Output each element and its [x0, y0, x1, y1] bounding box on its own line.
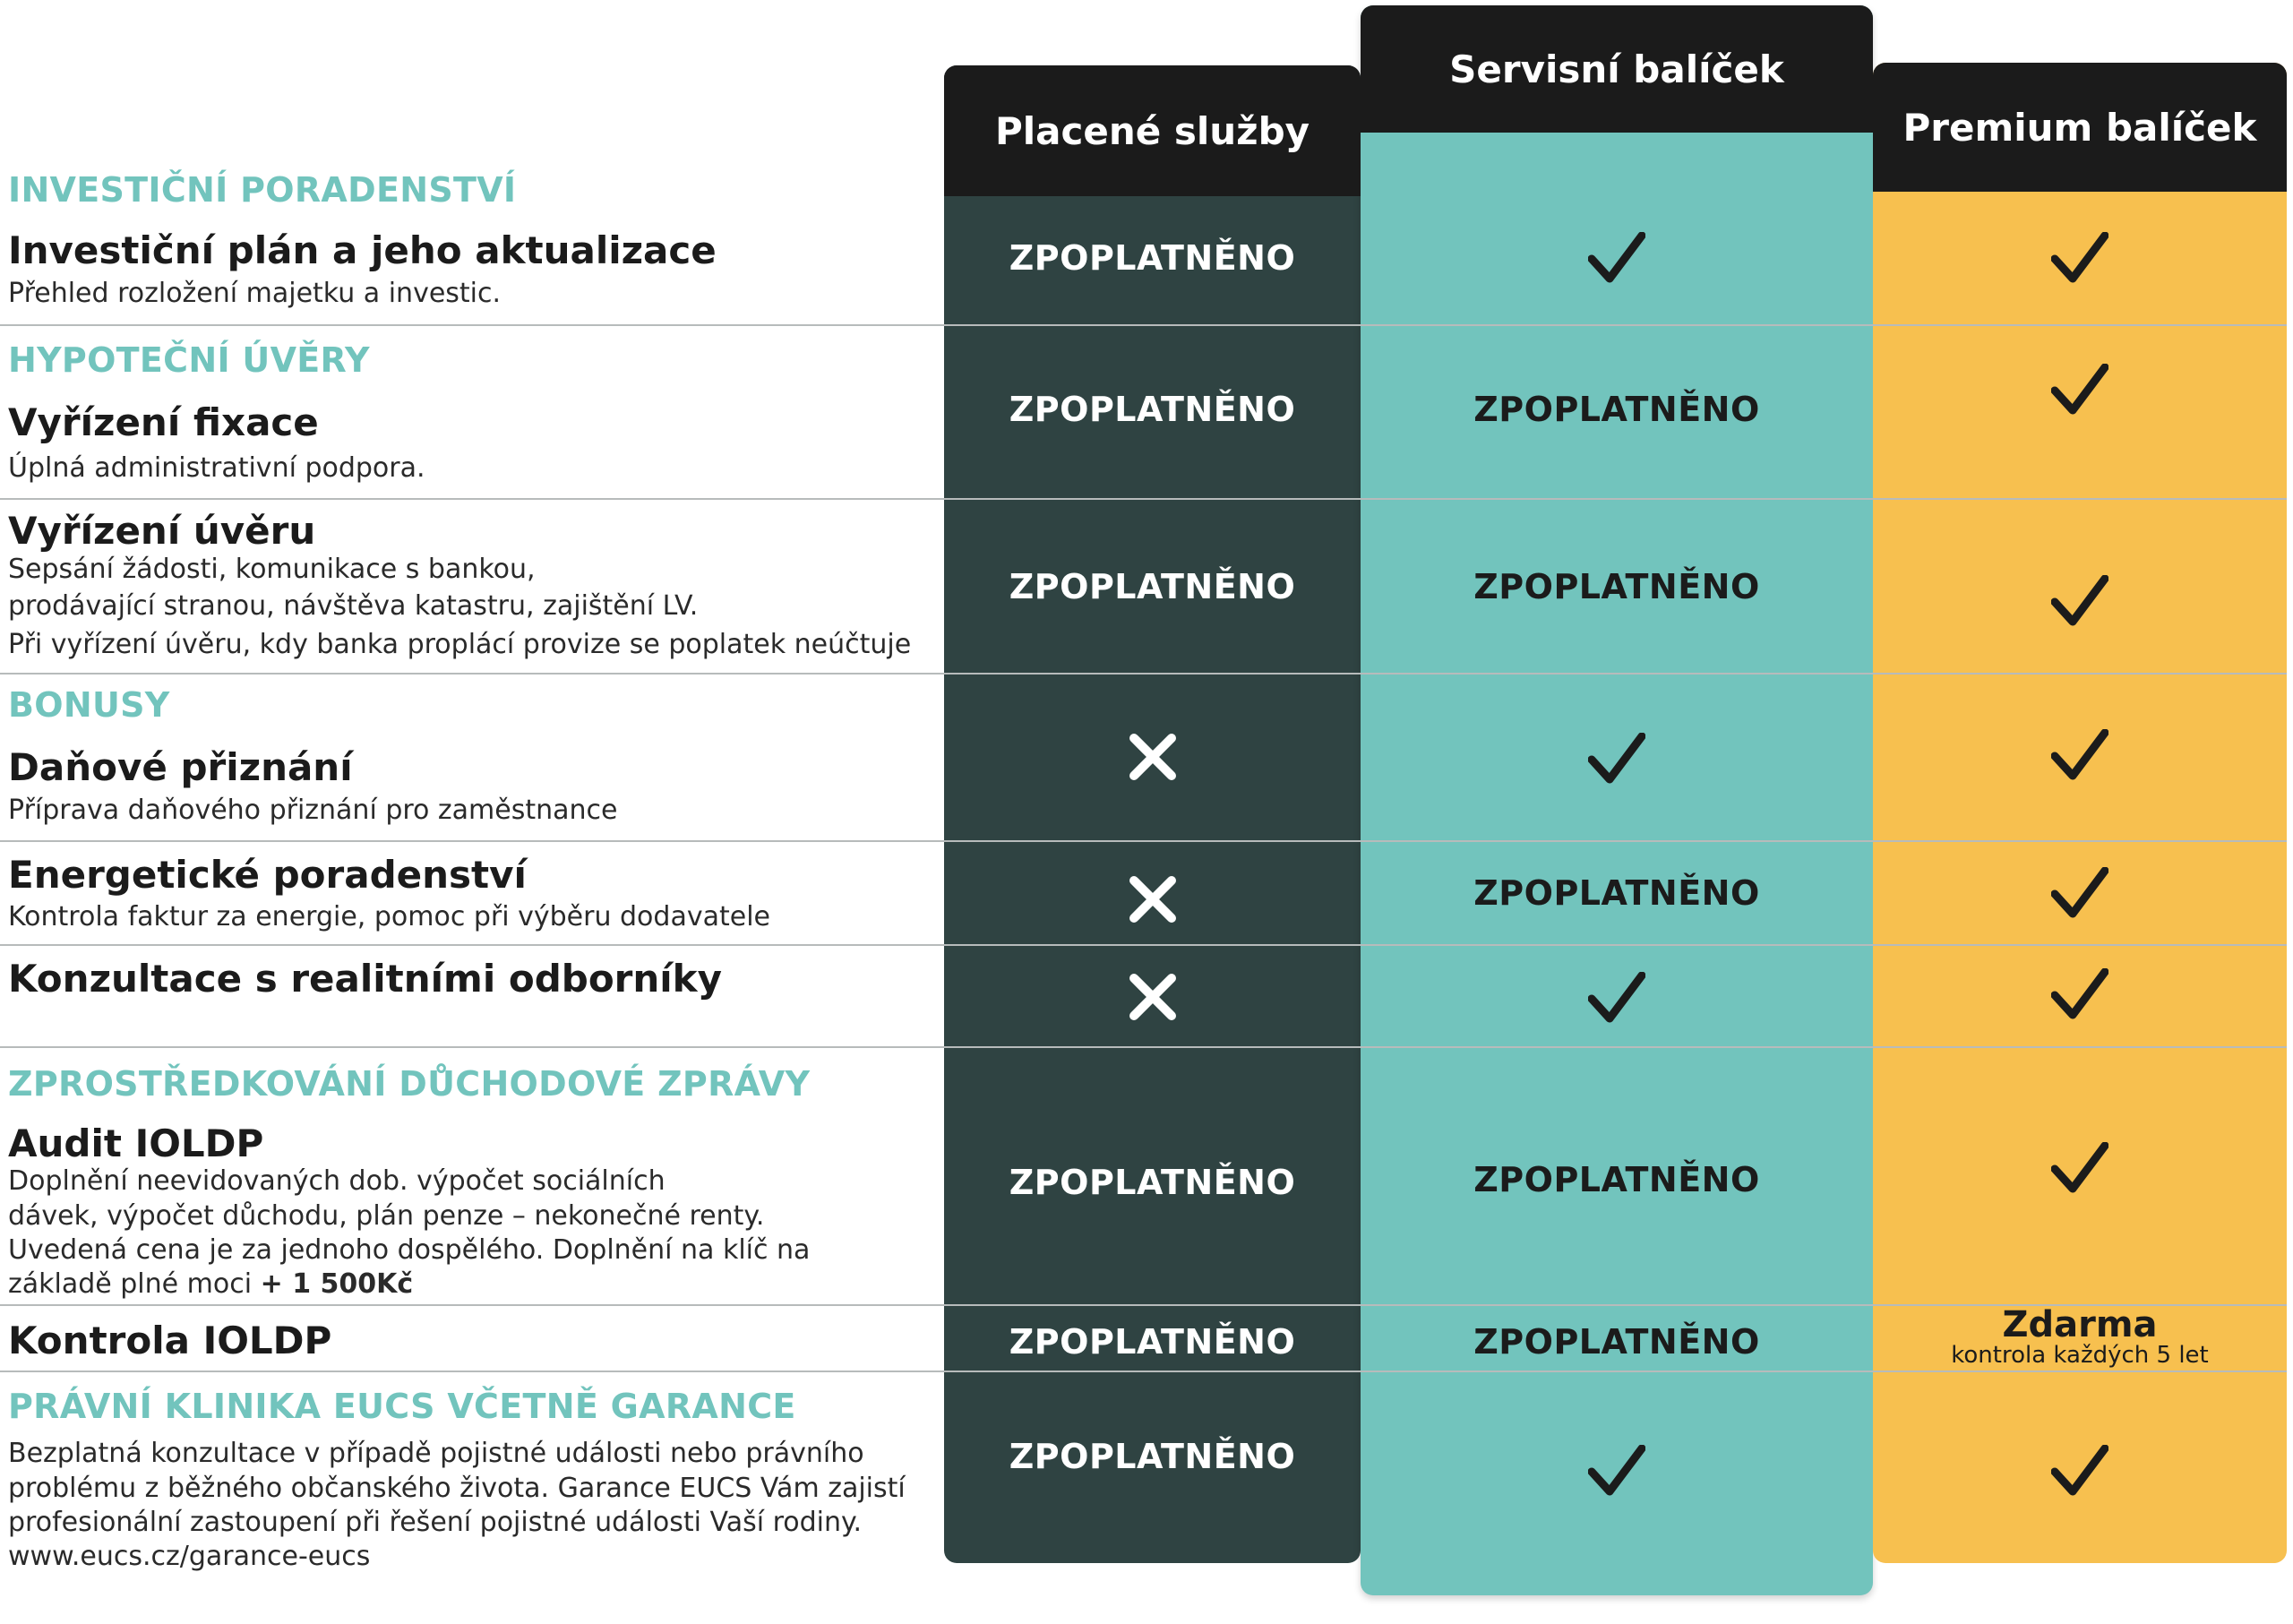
row-title-audit: Audit IOLDP: [8, 1121, 264, 1165]
row-divider: [0, 1371, 2287, 1372]
row-divider: [0, 673, 2287, 675]
cell-plan-premium: [1873, 231, 2287, 285]
charged-label: ZPOPLATNĚNO: [1009, 1437, 1296, 1476]
service-column-header: Servisní balíček: [1361, 5, 1873, 133]
audit-price: + 1 500Kč: [260, 1268, 414, 1300]
row-desc-fixation: Úplná administrativní podpora.: [8, 452, 425, 484]
row-title-control: Kontrola IOLDP: [8, 1319, 332, 1362]
check-icon: [1588, 232, 1645, 284]
check-icon: [2051, 232, 2108, 284]
cell-loan-service: [1361, 560, 1873, 614]
check-icon: [1588, 733, 1645, 785]
paid-column-header: Placené služby: [944, 65, 1361, 196]
row-desc-legal-3: profesionální zastoupení při řešení pojistné události Vaší rodiny.: [8, 1507, 863, 1538]
row-desc-audit-4-text: základě plné moci: [8, 1268, 253, 1300]
cell-realty-premium: [1873, 967, 2287, 1021]
cell-control-paid: [944, 1315, 1361, 1369]
section-heading-pension: ZPROSTŘEDKOVÁNÍ DŮCHODOVÉ ZPRÁVY: [8, 1064, 811, 1104]
section-heading-bonuses: BONUSY: [8, 685, 170, 725]
check-icon: [2051, 575, 2108, 627]
cell-plan-paid: [944, 231, 1361, 285]
row-divider: [0, 498, 2287, 500]
check-icon: [2051, 1445, 2108, 1497]
charged-label: ZPOPLATNĚNO: [1473, 1160, 1760, 1199]
row-desc-audit-1: Doplnění neevidovaných dob. výpočet sociálních: [8, 1165, 666, 1197]
cell-legal-premium: [1873, 1444, 2287, 1498]
cell-audit-premium: [1873, 1141, 2287, 1195]
row-title-tax: Daňové přiznání: [8, 745, 353, 789]
check-icon: [2051, 867, 2108, 919]
free-sublabel: kontrola každých 5 let: [1951, 1342, 2209, 1369]
row-desc-legal-2: problému z běžného občanského života. Garance EUCS Vám zajistí: [8, 1473, 906, 1504]
row-desc-energy: Kontrola faktur za energie, pomoc při výběru dodavatele: [8, 901, 770, 932]
row-desc-plan: Přehled rozložení majetku a investic.: [8, 278, 502, 309]
cell-legal-service: [1361, 1444, 1873, 1498]
row-desc-audit-2: dávek, výpočet důchodu, plán penze – nekonečné renty.: [8, 1200, 765, 1232]
charged-label: ZPOPLATNĚNO: [1009, 567, 1296, 606]
charged-label: ZPOPLATNĚNO: [1473, 873, 1760, 913]
cell-energy-paid: [944, 872, 1361, 926]
row-desc-loan-3: Při vyřízení úvěru, kdy banka proplácí provize se poplatek neúčtuje: [8, 629, 912, 660]
cell-realty-service: [1361, 971, 1873, 1025]
cell-energy-service: [1361, 866, 1873, 920]
row-desc-audit-3: Uvedená cena je za jednoho dospělého. Doplnění na klíč na: [8, 1234, 811, 1266]
check-icon: [2051, 1142, 2108, 1194]
premium-column-header: Premium balíček: [1873, 63, 2287, 192]
row-divider: [0, 1046, 2287, 1048]
charged-label: ZPOPLATNĚNO: [1473, 567, 1760, 606]
cell-tax-paid: [944, 730, 1361, 784]
row-divider: [0, 944, 2287, 946]
cross-icon: [1129, 973, 1177, 1021]
free-label: Zdarma: [2002, 1304, 2158, 1345]
row-title-realty: Konzultace s realitními odborníky: [8, 957, 722, 1001]
section-heading-investment: INVESTIČNÍ PORADENSTVÍ: [8, 170, 517, 210]
cell-fixation-service: [1361, 382, 1873, 436]
cell-fixation-premium: [1873, 363, 2287, 417]
cross-icon: [1129, 875, 1177, 924]
cell-control-service: [1361, 1315, 1873, 1369]
row-title-plan: Investiční plán a jeho aktualizace: [8, 228, 717, 272]
charged-label: ZPOPLATNĚNO: [1009, 390, 1296, 429]
cross-icon: [1129, 733, 1177, 781]
charged-label: ZPOPLATNĚNO: [1473, 390, 1760, 429]
row-desc-legal-1: Bezplatná konzultace v případě pojistné události nebo právního: [8, 1438, 864, 1469]
cell-fixation-paid: [944, 382, 1361, 436]
row-desc-tax: Příprava daňového přiznání pro zaměstnance: [8, 795, 618, 826]
charged-label: ZPOPLATNĚNO: [1473, 1322, 1760, 1362]
cell-legal-paid: [944, 1430, 1361, 1483]
cell-audit-paid: [944, 1156, 1361, 1209]
row-title-energy: Energetické poradenství: [8, 853, 527, 897]
check-icon: [1588, 972, 1645, 1024]
cell-tax-premium: [1873, 728, 2287, 782]
row-divider: [0, 324, 2287, 326]
row-title-loan: Vyřízení úvěru: [8, 509, 316, 553]
section-heading-mortgage: HYPOTEČNÍ ÚVĚRY: [8, 340, 370, 380]
check-icon: [1588, 1445, 1645, 1497]
check-icon: [2051, 364, 2108, 416]
charged-label: ZPOPLATNĚNO: [1009, 238, 1296, 278]
charged-label: ZPOPLATNĚNO: [1009, 1163, 1296, 1202]
cell-audit-service: [1361, 1153, 1873, 1207]
row-desc-audit-4: [8, 1267, 413, 1302]
row-desc-loan-1: Sepsání žádosti, komunikace s bankou,: [8, 554, 536, 585]
cell-plan-service: [1361, 231, 1873, 285]
row-desc-legal-4: www.eucs.cz/garance-eucs: [8, 1541, 371, 1572]
cell-realty-paid: [944, 970, 1361, 1024]
charged-label: ZPOPLATNĚNO: [1009, 1322, 1296, 1362]
row-desc-loan-2: prodávající stranou, návštěva katastru, zajištění LV.: [8, 590, 699, 622]
section-heading-legal: PRÁVNÍ KLINIKA EUCS VČETNĚ GARANCE: [8, 1387, 796, 1426]
cell-control-premium: [1873, 1304, 2287, 1371]
cell-energy-premium: [1873, 866, 2287, 920]
cell-loan-premium: [1873, 574, 2287, 628]
check-icon: [2051, 968, 2108, 1020]
cell-tax-service: [1361, 732, 1873, 786]
row-title-fixation: Vyřízení fixace: [8, 400, 319, 444]
cell-loan-paid: [944, 560, 1361, 614]
check-icon: [2051, 729, 2108, 781]
row-divider: [0, 840, 2287, 842]
